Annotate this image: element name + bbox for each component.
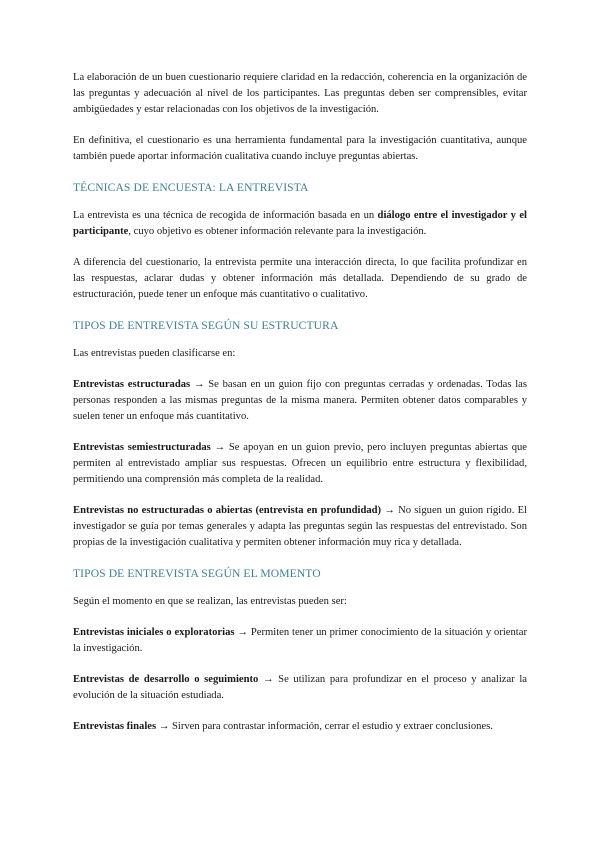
item-term: Entrevistas estructuradas [73, 379, 191, 390]
list-item-semiestructuradas [73, 440, 527, 488]
list-item-no-estructuradas [73, 503, 527, 551]
definition-text-start: La entrevista es una técnica de recogida de información basada en un [73, 210, 378, 221]
list-item-desarrollo [73, 672, 527, 704]
item-description: → No siguen un guion rígido. El investigador se guía por temas generales y adapta las preguntas según las respuestas del entrevistado. Son propias de la investigación cualitativa y permiten obtener información muy rica y detallada. [73, 505, 527, 548]
intro-paragraph-2: En definitiva, el cuestionario es una herramienta fundamental para la investigación cuantitativa, aunque también puede aportar información cualitativa cuando incluye preguntas abiertas. [73, 135, 527, 162]
item-term: Entrevistas semiestructuradas [73, 442, 211, 453]
item-description: → Se apoyan en un guion previo, pero incluyen preguntas abiertas que permiten al entrevistado ampliar sus respuestas. Ofrecen un equilibrio entre estructura y flexibilidad, permitiendo una comprensión más completa de la realidad. [73, 442, 527, 485]
definition-highlight: diálogo entre el investigador y el participante [73, 210, 527, 237]
section-heading-tecnicas: TÉCNICAS DE ENCUESTA: LA ENTREVISTA [73, 181, 309, 194]
entrevista-comparison-paragraph: A diferencia del cuestionario, la entrevista permite una interacción directa, lo que facilita profundizar en las respuestas, aclarar dudas y obtener información más detallada. Dependiendo de su grado de estructuración, puede tener un enfoque más cuantitativo o cualitativo. [73, 257, 527, 300]
item-description: → Permiten tener un primer conocimiento de la situación y orientar la investigación. [73, 627, 527, 654]
section-heading-momento: TIPOS DE ENTREVISTA SEGÚN EL MOMENTO [73, 567, 321, 580]
definition-text-end: , cuyo objetivo es obtener información relevante para la investigación. [128, 226, 427, 237]
intro-paragraph-1: La elaboración de un buen cuestionario requiere claridad en la redacción, coherencia en la organización de las preguntas y adecuación al nivel de los participantes. Las preguntas deben ser comprensibles, evitar ambigüedades y estar relacionadas con los objetivos de la investigación. [73, 72, 527, 115]
entrevista-definition-paragraph [73, 208, 527, 240]
section-heading-estructura: TIPOS DE ENTREVISTA SEGÚN SU ESTRUCTURA [73, 319, 339, 332]
item-description: → Se utilizan para profundizar en el proceso y analizar la evolución de la situación estudiada. [73, 674, 527, 701]
item-term: Entrevistas de desarrollo o seguimiento [73, 674, 259, 685]
list-item-estructuradas [73, 377, 527, 425]
item-term: Entrevistas finales [73, 721, 157, 732]
list-item-iniciales [73, 625, 527, 657]
item-description: → Se basan en un guion fijo con preguntas cerradas y ordenadas. Todas las personas responden a las mismas preguntas de la misma manera. Permiten obtener datos comparables y suelen tener un enfoque más cuantitativo. [73, 379, 527, 422]
list-item-finales [73, 719, 527, 735]
item-term: Entrevistas iniciales o exploratorias [73, 627, 235, 638]
momento-intro: Según el momento en que se realizan, las entrevistas pueden ser: [73, 596, 347, 607]
item-term: Entrevistas no estructuradas o abiertas (entrevista en profundidad) [73, 505, 382, 516]
estructura-intro: Las entrevistas pueden clasificarse en: [73, 348, 236, 359]
item-description: → Sirven para contrastar información, cerrar el estudio y extraer conclusiones. [156, 721, 493, 732]
